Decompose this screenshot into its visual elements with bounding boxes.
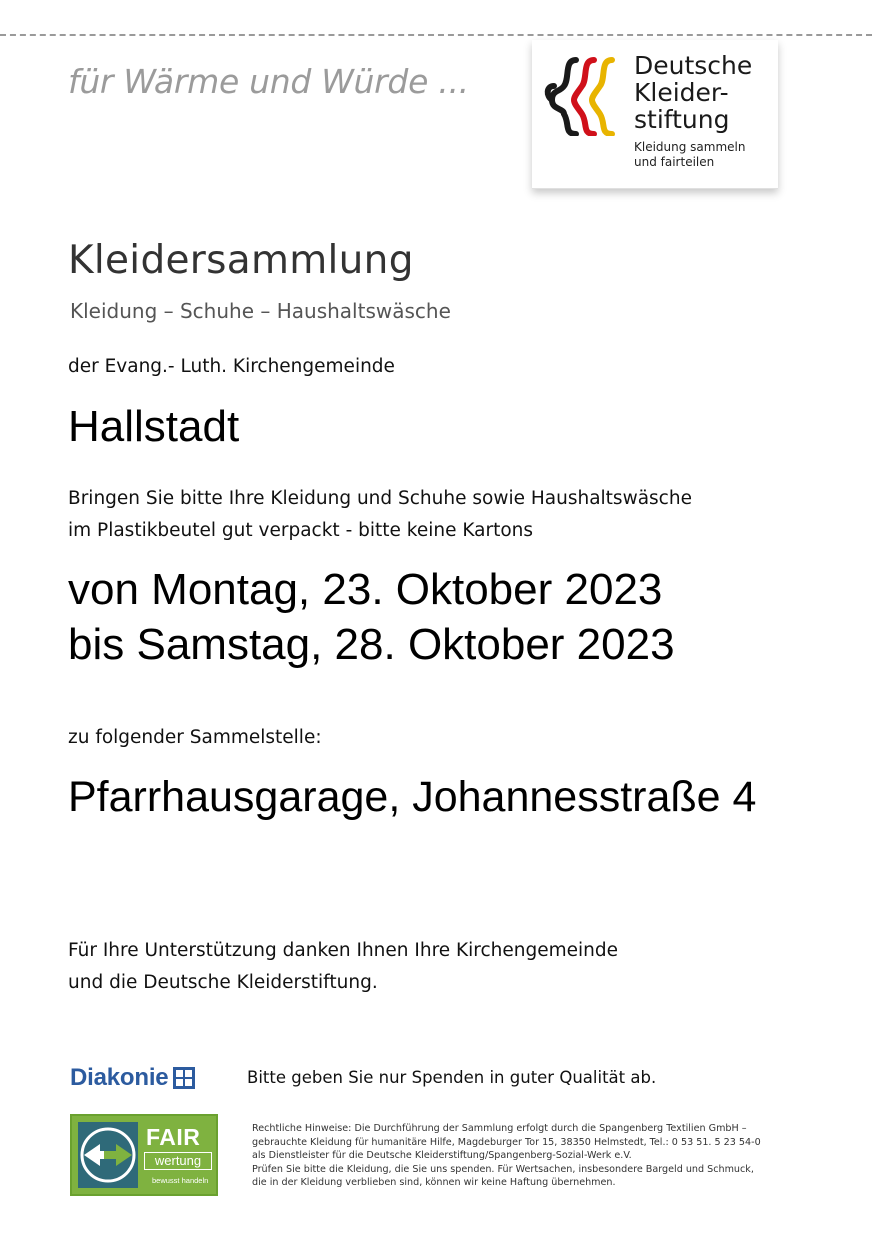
kleiderstiftung-brackets-icon <box>544 56 624 136</box>
logo-subtitle: Kleidung sammeln und fairteilen <box>634 140 746 169</box>
fair-wertung-label: wertung <box>144 1152 212 1170</box>
tagline: für Wärme und Würde ... <box>68 62 469 101</box>
quality-note: Bitte geben Sie nur Spenden in guter Qualität ab. <box>247 1068 657 1087</box>
fair-wertung-badge <box>70 1114 218 1196</box>
diakonie-cross-icon <box>173 1067 195 1089</box>
page-subtitle: Kleidung – Schuhe – Haushaltswäsche <box>70 299 451 323</box>
congregation-line: der Evang.- Luth. Kirchengemeinde <box>68 356 395 377</box>
instructions: Bringen Sie bitte Ihre Kleidung und Schuhe sowie Haushaltswäsche im Plastikbeutel gut verpackt - bitte keine Kartons <box>68 488 692 541</box>
top-dashed-divider <box>0 34 872 36</box>
logo-name: Deutsche Kleider- stiftung <box>634 51 753 134</box>
end-date: bis Samstag, 28. Oktober 2023 <box>68 620 675 669</box>
fair-tagline: bewusst handeln <box>152 1176 209 1185</box>
deutsche-kleiderstiftung-logo <box>532 40 778 189</box>
diakonie-logo <box>70 1063 195 1093</box>
fair-arrows-icon <box>78 1122 138 1188</box>
thanks-note: Für Ihre Unterstützung danken Ihnen Ihre Kirchengemeinde und die Deutsche Kleiderstiftung. <box>68 940 619 993</box>
start-date: von Montag, 23. Oktober 2023 <box>68 565 663 614</box>
legal-notice: Rechtliche Hinweise: Die Durchführung der Sammlung erfolgt durch die Spangenberg Textilien GmbH – gebrauchte Kleidung für humanitäre Hilfe, Magdeburger Tor 15, 38350 Helmstedt, Tel.: 0 53 51. 5 23 54-0 als Dienstleister für die Deutsche Kleiderstiftung/Spangenberg-Sozial-Werk e.V. Prüfen Sie bitte die Kleidung, die Sie uns spenden. Für Wertsachen, insbesondere Bargeld und Schmuck, die in der Kleidung verblieben sind, können wir keine Haftung übernehmen. <box>252 1123 761 1189</box>
page-title: Kleidersammlung <box>68 238 414 283</box>
collection-point-label: zu folgender Sammelstelle: <box>68 727 322 748</box>
collection-dates <box>68 562 675 672</box>
collection-point: Pfarrhausgarage, Johannesstraße 4 <box>68 773 757 821</box>
fair-arrows-panel <box>78 1122 138 1188</box>
diakonie-name: Diakonie <box>70 1064 169 1091</box>
city-name: Hallstadt <box>68 402 240 451</box>
fair-word: FAIR <box>146 1124 201 1150</box>
